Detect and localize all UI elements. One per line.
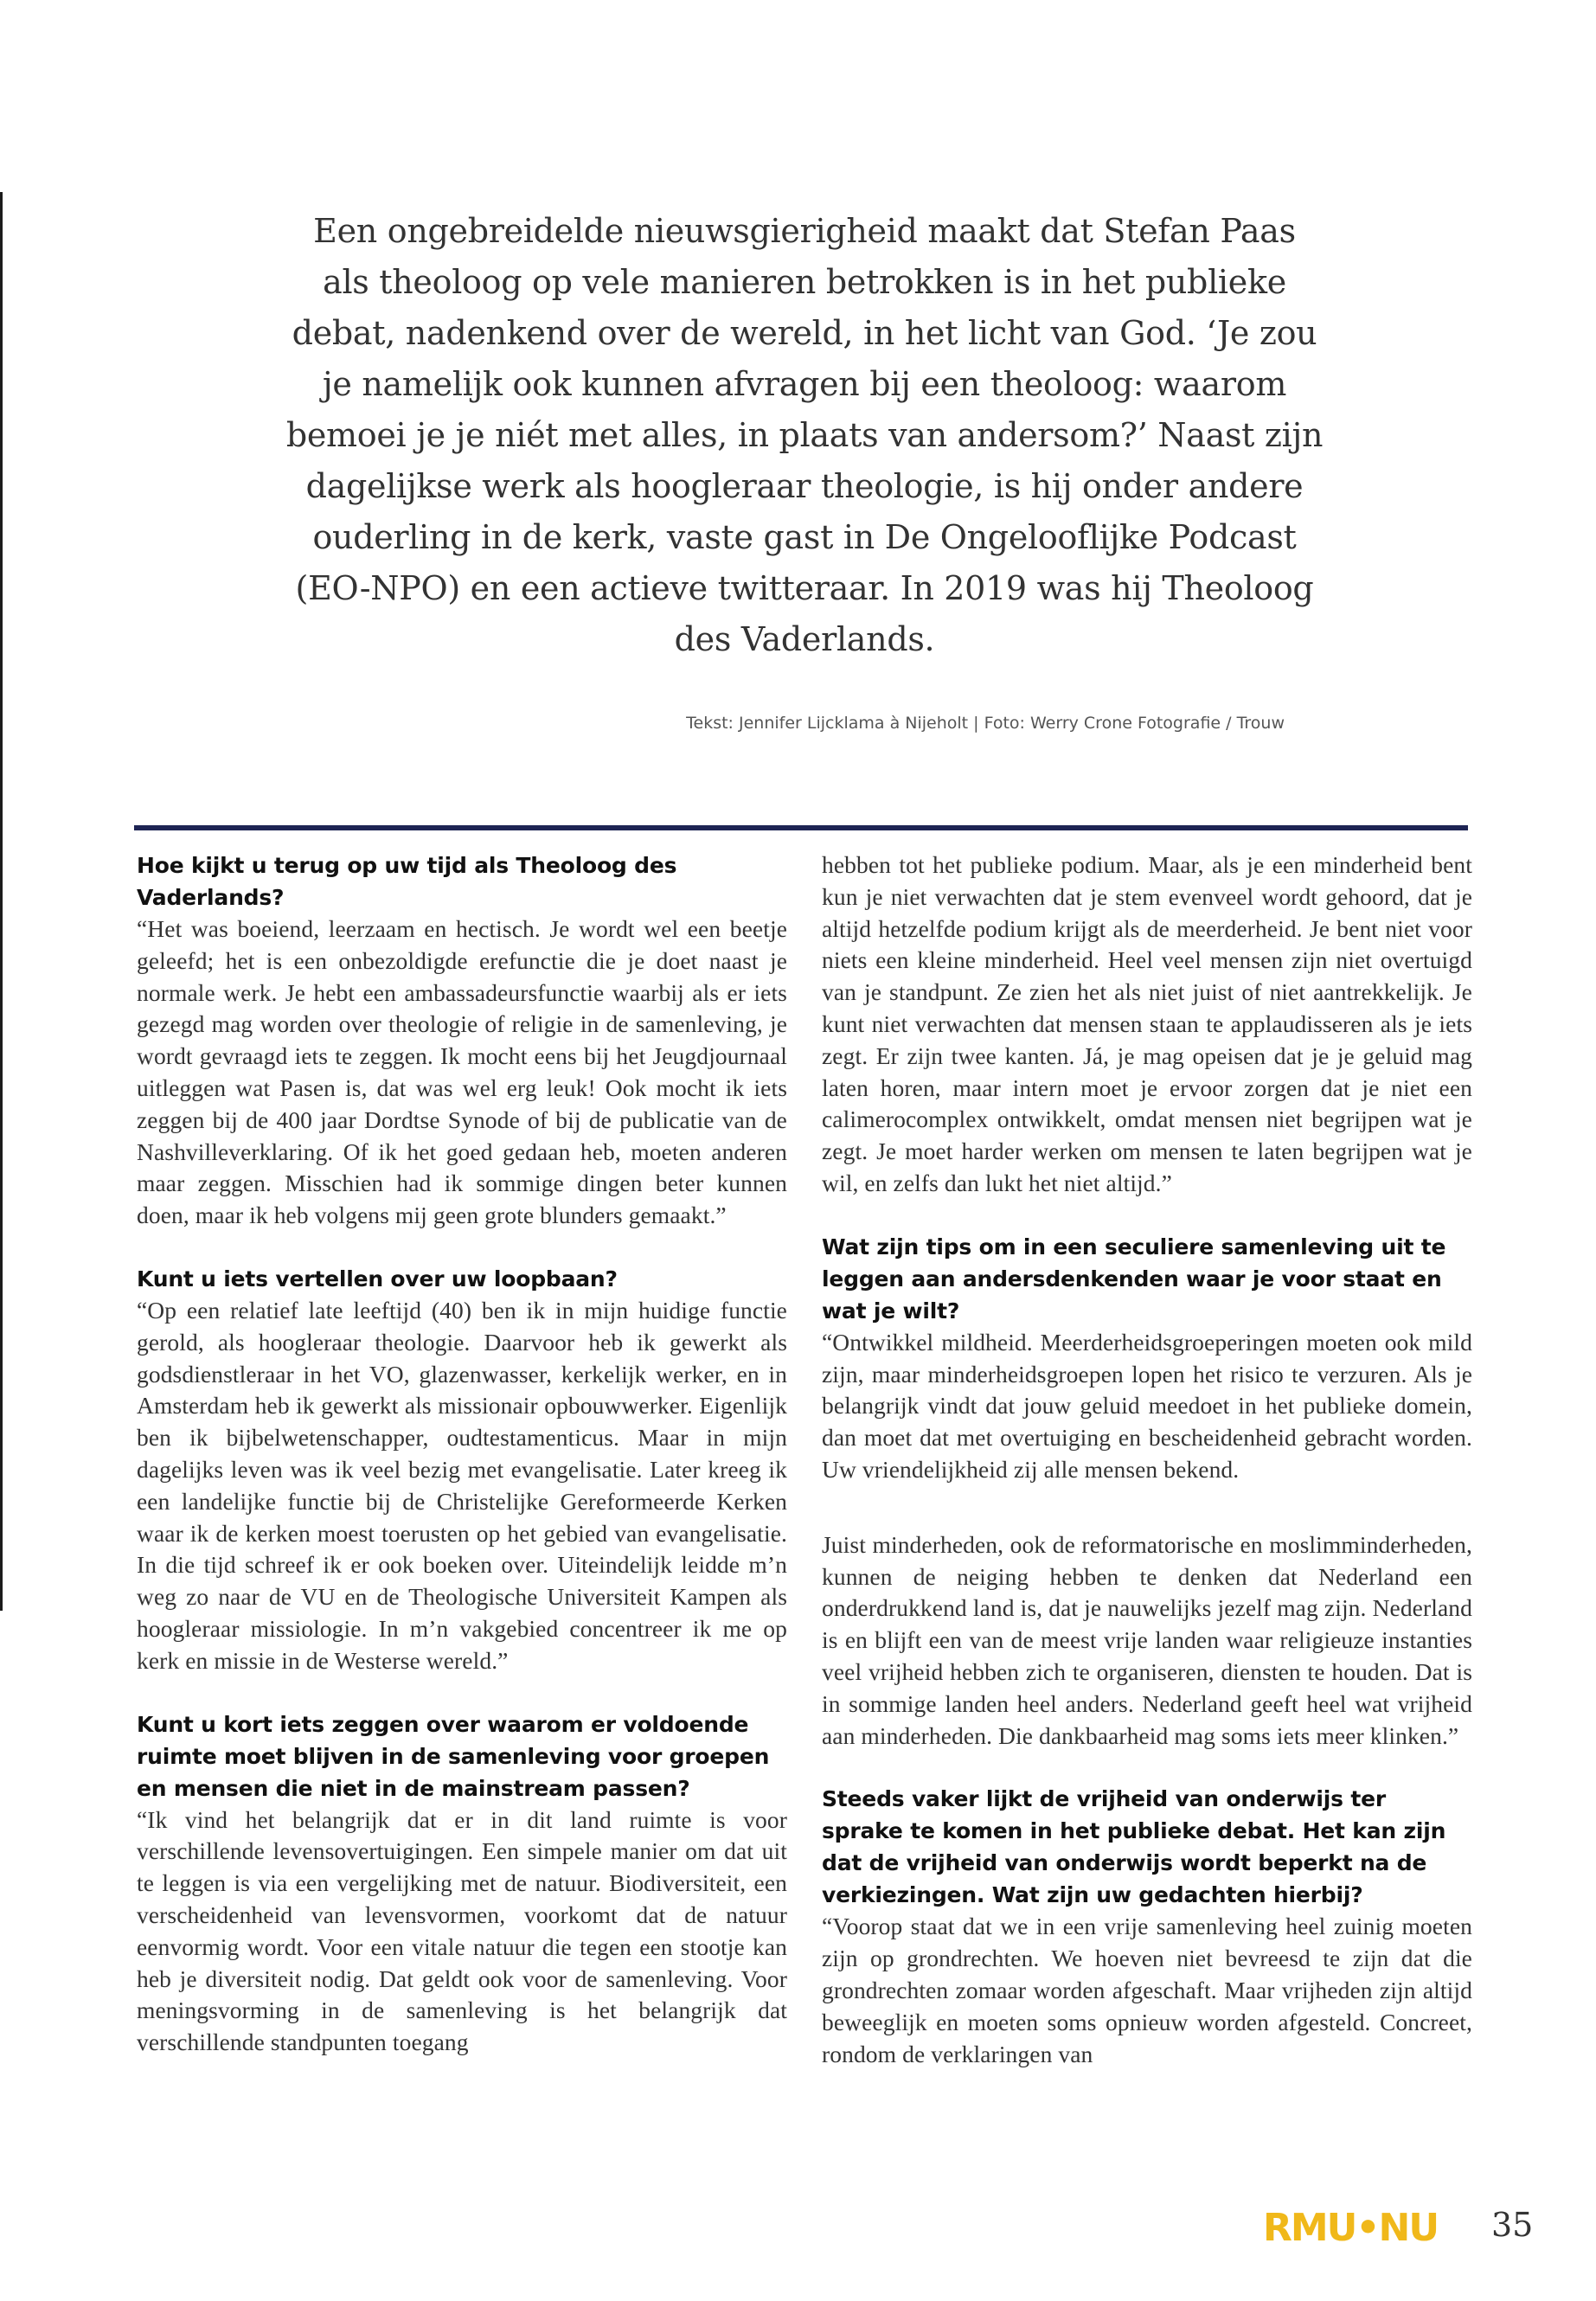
left-margin-line <box>0 192 3 1611</box>
question-heading: Wat zijn tips om in een seculiere samenleving uit te leggen aan andersdenkenden waar je voor staat en wat je wilt? <box>822 1234 1446 1324</box>
answer-paragraph: “Het was boeiend, leerzaam en hectisch. Je wordt wel een beetje geleefd; het is een onbezoldigde erefunctie die je doet naast je normale werk. Je hebt een ambassadeursfunctie waarbij als er iets gezegd mag worden over theologie of religie in de samenleving, je wordt gevraagd iets te zeggen. Ik mocht eens bij het Jeugdjournaal uitleggen wat Pasen is, dat was wel erg leuk! Ook mocht ik iets zeggen bij de 400 jaar Dordtse Synode of bij de publicatie van de Nashvilleverklaring. Of ik het goed gedaan heb, moeten anderen maar zeggen. Misschien had ik sommige dingen beter kunnen doen, maar ik heb volgens mij geen grote blunders gemaakt.” <box>137 915 787 1229</box>
question-heading: Kunt u kort iets zeggen over waarom er voldoende ruimte moet blijven in de samenleving voor groepen en mensen die niet in de mainstream passen? <box>137 1711 770 1801</box>
answer-paragraph: “Voorop staat dat we in een vrije samenleving heel zuinig moeten zijn op grondrechten. We hoeven niet bevreesd te zijn dat die grondrechten zomaar worden afgeschaft. Maar vrijheden zijn altijd beweeglijk en moeten soms opnieuw worden afgesteld. Concreet, rondom de verklaringen van <box>822 1913 1472 2067</box>
photo-credit: Tekst: Jennifer Lijcklama à Nijeholt | Foto: Werry Crone Fotografie / Trouw <box>686 714 1285 733</box>
left-column <box>137 849 787 2059</box>
section-divider <box>134 825 1468 830</box>
answer-paragraph: “Ik vind het belangrijk dat er in dit land ruimte is voor verschillende levensovertuigingen. Een simpele manier om dat uit te leggen is via een vergelijking met de natuur. Biodiversiteit, een verscheidenheid van levensvormen, voorkomt dat de natuur eenvormig wordt. Voor een vitale natuur die tegen een stootje kan heb je diversiteit nodig. Dat geldt ook voor de samenleving. Voor meningsvorming in de samenleving is het belangrijk dat verschillende standpunten toegang <box>137 1805 787 2056</box>
answer-paragraph: Juist minderheden, ook de reformatorische en moslimminderheden, kunnen de neiging hebben te denken dat Nederland een onderdrukkend land is, dat je nauwelijks jezelf mag zijn. Nederland is en blijft een van de meest vrije landen waar religieuze instanties veel vrijheid hebben zich te organiseren, diensten te houden. Dat is in sommige landen heel anders. Nederland geeft heel wat vrijheid aan minderheden. Die dankbaarheid mag soms iets meer klinken.” <box>822 1530 1472 1749</box>
rmu-nu-logo: RMU•NU <box>1263 2206 1439 2250</box>
answer-paragraph: “Op een relatief late leeftijd (40) ben ik in mijn huidige functie gerold, als hoogleraar theologie. Daarvoor heb ik gewerkt als godsdienstleraar in het VO, glazenwasser, kerkelijk werker, en in Amsterdam heb ik gewerkt als missionair opbouwwerker. Eigenlijk ben ik bijbelwetenschapper, oudtestamenticus. Maar in mijn dagelijks leven was ik veel bezig met evangelisatie. Later kreeg ik een landelijke functie bij de Christelijke Gereformeerde Kerken waar ik de kerken moest toerusten op het gebied van evangelisatie. In die tijd schreef ik er ook boeken over. Uiteindelijk leidde m’n weg zo naar de VU en de Theologische Universiteit Kampen als hoogleraar missiologie. In m’n vakgebied concentreer ik me op kerk en missie in de Westerse wereld.” <box>137 1296 787 1674</box>
answer-paragraph: “Ontwikkel mildheid. Meerderheidsgroeperingen moeten ook mild zijn, maar minderheidsgroepen lopen het risico te verzuren. Als je belangrijk vindt dat jouw geluid meedoet in het publieke domein, dan moet dat met overtuiging en bescheidenheid gebracht worden. Uw vriendelijkheid zij alle mensen bekend. <box>822 1328 1472 1483</box>
intro-lead-paragraph: Een ongebreidelde nieuwsgierigheid maakt dat Stefan Paas als theoloog op vele manieren betrokken is in het publieke debat, nadenkend over de wereld, in het licht van God. ‘Je zou je namelijk ook kunnen afvragen bij een theoloog: waarom bemoei je je niét met alles, in plaats van andersom?’ Naast zijn dagelijkse werk als hoogleraar theologie, is hij onder andere ouderling in de kerk, vaste gast in De Ongelooflijke Podcast (EO-NPO) en een actieve twitteraar. In 2019 was hij Theoloog des Vaderlands. <box>285 212 1324 658</box>
answer-paragraph: hebben tot het publieke podium. Maar, als je een minderheid bent kun je niet verwachten dat je stem evenveel wordt gehoord, dat je altijd hetzelfde podium krijgt als de meerderheid. Je bent niet voor niets een kleine minderheid. Heel veel mensen zijn niet overtuigd van je standpunt. Ze zien het als niet juist of niet aantrekkelijk. Je kunt niet verwachten dat mensen staan te applaudisseren als je iets zegt. Er zijn twee kanten. Já, je mag opeisen dat je je geluid mag laten horen, maar intern moet je ervoor zorgen dat je niet een calimerocomplex ontwikkelt, omdat mensen niet begrijpen wat je zegt. Je moet harder werken om mensen te laten begrijpen wat je wil, en zelfs dan lukt het niet altijd.” <box>822 851 1472 1196</box>
question-heading: Kunt u iets vertellen over uw loopbaan? <box>137 1266 618 1292</box>
question-heading: Steeds vaker lijkt de vrijheid van onderwijs ter sprake te komen in het publieke debat. Het kan zijn dat de vrijheid van onderwijs wordt beperkt na de verkiezingen. Wat zijn uw gedachten hierbij? <box>822 1786 1446 1908</box>
question-heading: Hoe kijkt u terug op uw tijd als Theoloog des Vaderlands? <box>137 853 677 910</box>
right-column <box>822 849 1472 2070</box>
page-number: 35 <box>1491 2206 1534 2244</box>
